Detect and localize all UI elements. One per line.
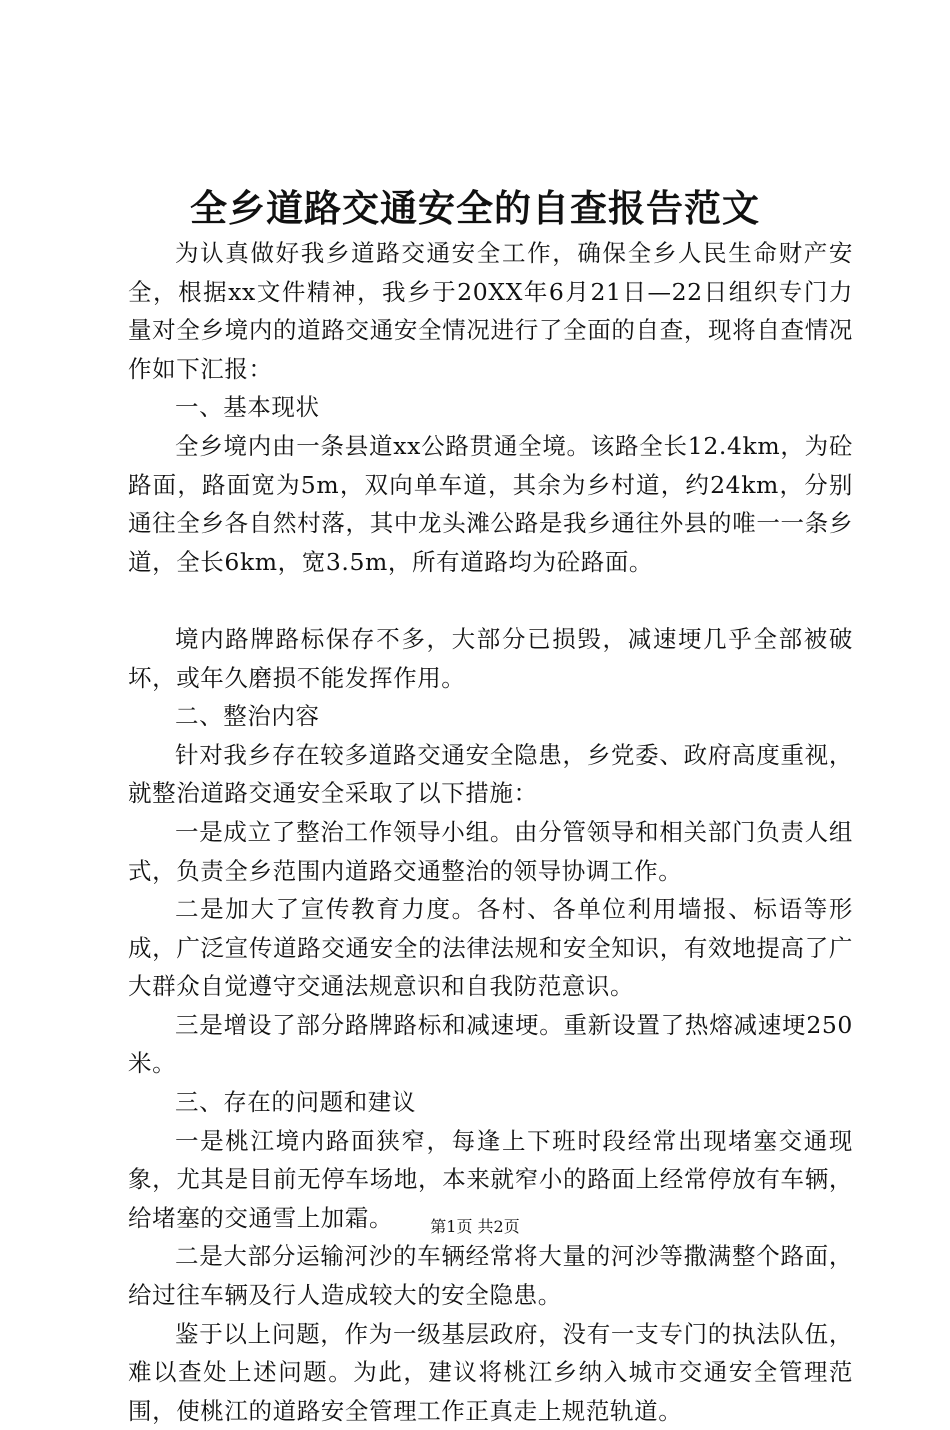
paragraph: 全乡境内由一条县道xx公路贯通全境。该路全长12.4km，为砼路面，路面宽为5m，双向单车道，其余为乡村道，约24km，分别通往全乡各自然村落，其中龙头滩公路是我乡通往外县的唯一一条乡道，全长6km，宽3.5m，所有道路均为砼路面。: [128, 431, 853, 576]
paragraph: 二是加大了宣传教育力度。各村、各单位利用墙报、标语等形成，广泛宣传道路交通安全的法律法规和安全知识，有效地提高了广大群众自觉遵守交通法规意识和自我防范意识。: [128, 895, 853, 1001]
paragraph: 为认真做好我乡道路交通安全工作，确保全乡人民生命财产安全，根据xx文件精神，我乡于20XX年6月21日—22日组织专门力量对全乡境内的道路交通安全情况进行了全面的自查，现将自查情况作如下汇报：: [128, 239, 853, 383]
blank-line: [128, 581, 853, 620]
paragraph: 三是增设了部分路牌路标和减速埂。重新设置了热熔减速埂250米。: [128, 1010, 853, 1078]
document-body: [128, 234, 853, 1430]
paragraph: 二是大部分运输河沙的车辆经常将大量的河沙等撒满整个路面，给过往车辆及行人造成较大的安全隐患。: [128, 1242, 853, 1310]
section-heading: 三、存在的问题和建议: [175, 1088, 416, 1117]
paragraph: 一是桃江境内路面狭窄，每逢上下班时段经常出现堵塞交通现象，尤其是目前无停车场地，本来就窄小的路面上经常停放有车辆，给堵塞的交通雪上加霜。: [128, 1126, 853, 1232]
paragraph: 鉴于以上问题，作为一级基层政府，没有一支专门的执法队伍，难以查处上述问题。为此，建议将桃江乡纳入城市交通安全管理范围，使桃江的道路安全管理工作正真走上规范轨道。: [128, 1319, 853, 1425]
paragraph: 针对我乡存在较多道路交通安全隐患，乡党委、政府高度重视，就整治道路交通安全采取了以下措施：: [128, 740, 853, 808]
paragraph: 一是成立了整治工作领导小组。由分管领导和相关部门负责人组式，负责全乡范围内道路交通整治的领导协调工作。: [128, 817, 853, 885]
section-heading: 二、整治内容: [175, 702, 320, 731]
paragraph: 境内路牌路标保存不多，大部分已损毁，减速埂几乎全部被破坏，或年久磨损不能发挥作用。: [128, 624, 853, 692]
section-heading: 一、基本现状: [175, 393, 320, 422]
page-footer: 第1页 共2页: [430, 1217, 520, 1236]
document-title: 全乡道路交通安全的自查报告范文: [190, 186, 760, 230]
